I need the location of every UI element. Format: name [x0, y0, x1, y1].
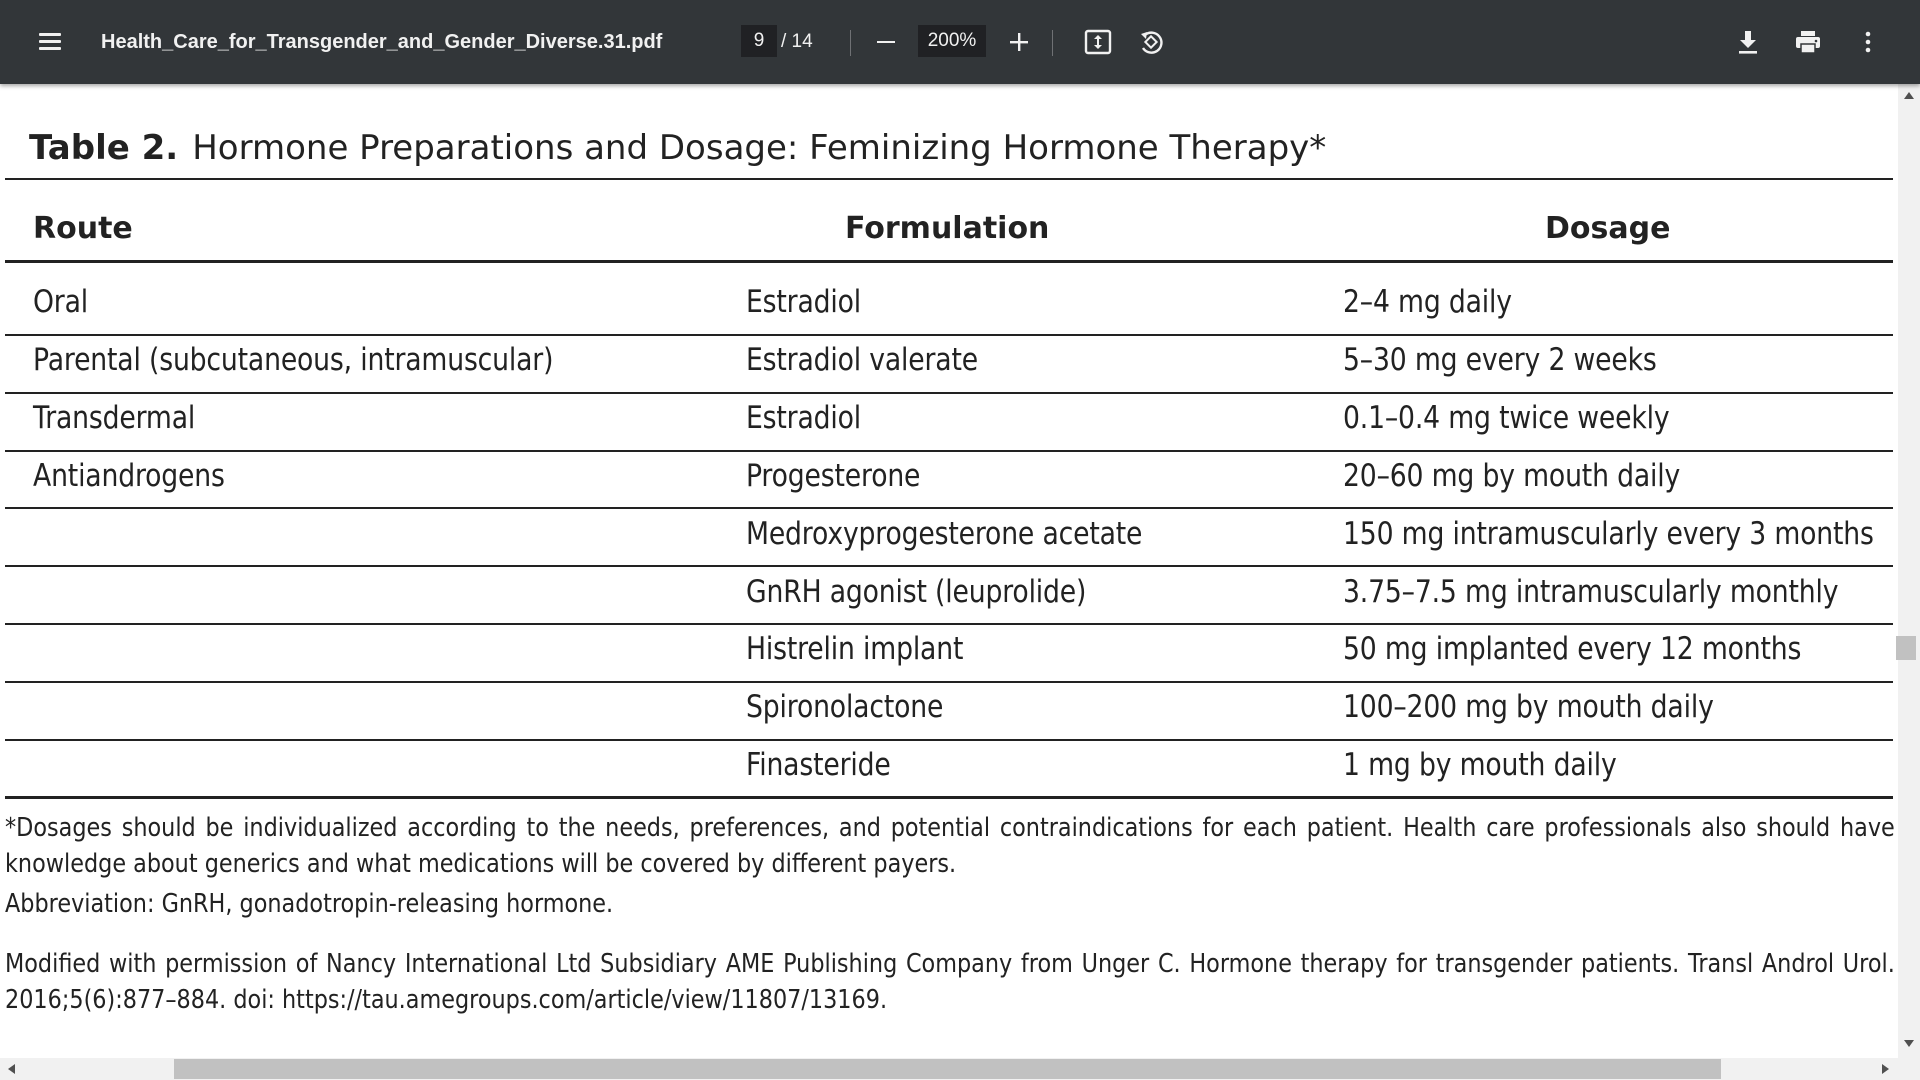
download-button[interactable] — [1728, 22, 1768, 62]
cell-formulation: Medroxyprogesterone acetate — [746, 516, 1143, 552]
scroll-left-icon[interactable] — [8, 1064, 15, 1074]
cell-route: Transdermal — [33, 400, 196, 436]
cell-route: Antiandrogens — [33, 458, 225, 494]
row-rule — [5, 623, 1893, 625]
toolbar-divider — [1052, 30, 1053, 56]
cell-route: Parental (subcutaneous, intramuscular) — [33, 342, 554, 378]
document-title: Health_Care_for_Transgender_and_Gender_Diverse.31.pdf — [101, 30, 663, 53]
source-citation: Modified with permission of Nancy International Ltd Subsidiary AME Publishing Company from Unger C. Hormone therapy for transgender patients. Transl Androl Urol. 2016;5(6):877–884. doi: https://tau.amegroups.com/article/view/11807/13169. — [5, 949, 1895, 1015]
scroll-right-icon[interactable] — [1882, 1064, 1889, 1074]
fit-to-page-icon — [1084, 29, 1112, 55]
rotate-counterclockwise-icon — [1137, 28, 1165, 56]
table-label: Table 2. — [29, 128, 179, 168]
cell-formulation: Estradiol — [746, 284, 861, 320]
row-rule — [5, 739, 1893, 741]
cell-dosage: 150 mg intramuscularly every 3 months — [1343, 516, 1874, 552]
table-bottom-rule — [5, 796, 1893, 799]
vertical-scroll-thumb[interactable] — [1896, 636, 1916, 660]
cell-dosage: 2–4 mg daily — [1343, 284, 1512, 320]
pdf-page-viewport — [0, 84, 1898, 1058]
cell-formulation: Progesterone — [746, 458, 921, 494]
row-rule — [5, 565, 1893, 567]
cell-formulation: Estradiol — [746, 400, 861, 436]
cell-dosage: 0.1–0.4 mg twice weekly — [1343, 400, 1670, 436]
table-top-rule — [5, 178, 1893, 180]
zoom-level-input[interactable]: 200% — [918, 25, 986, 57]
minus-icon — [877, 41, 895, 43]
row-rule — [5, 392, 1893, 394]
header-dosage: Dosage — [1545, 211, 1671, 246]
download-icon — [1736, 29, 1760, 55]
table-title — [29, 128, 1326, 168]
print-icon — [1794, 29, 1822, 55]
table-title-text: Hormone Preparations and Dosage: Feminizing Hormone Therapy* — [192, 128, 1327, 168]
abbreviation-note: Abbreviation: GnRH, gonadotropin-releasing hormone. — [5, 889, 614, 919]
cell-dosage: 100–200 mg by mouth daily — [1343, 689, 1714, 725]
row-rule — [5, 334, 1893, 336]
cell-dosage: 1 mg by mouth daily — [1343, 747, 1617, 783]
row-rule — [5, 450, 1893, 452]
row-rule — [5, 681, 1893, 683]
cell-formulation: Estradiol valerate — [746, 342, 978, 378]
cell-formulation: Histrelin implant — [746, 631, 964, 667]
fit-to-page-button[interactable] — [1078, 22, 1118, 62]
zoom-in-button[interactable] — [999, 22, 1039, 62]
more-actions-button[interactable] — [1848, 22, 1888, 62]
cell-dosage: 3.75–7.5 mg intramuscularly monthly — [1343, 574, 1839, 610]
print-button[interactable] — [1788, 22, 1828, 62]
scroll-up-icon[interactable] — [1904, 92, 1914, 99]
hamburger-menu-icon[interactable] — [28, 22, 72, 62]
header-formulation: Formulation — [845, 211, 1050, 246]
row-rule — [5, 507, 1893, 509]
cell-dosage: 5–30 mg every 2 weeks — [1343, 342, 1657, 378]
cell-dosage: 50 mg implanted every 12 months — [1343, 631, 1802, 667]
rotate-button[interactable] — [1131, 22, 1171, 62]
toolbar-divider — [850, 30, 851, 56]
cell-dosage: 20–60 mg by mouth daily — [1343, 458, 1681, 494]
cell-formulation: Spironolactone — [746, 689, 944, 725]
table-footnote: *Dosages should be individualized according to the needs, preferences, and potential contraindications for each patient. Health care professionals also should have knowledge about generics and what medications will be covered by different payers. — [5, 813, 1895, 879]
more-vertical-icon — [1864, 30, 1872, 54]
plus-icon — [1009, 32, 1029, 52]
cell-route: Oral — [33, 284, 89, 320]
zoom-out-button[interactable] — [866, 22, 906, 62]
page-number-input[interactable]: 9 — [741, 25, 777, 57]
header-route: Route — [33, 211, 133, 246]
vertical-scrollbar[interactable] — [1898, 84, 1920, 1058]
cell-formulation: GnRH agonist (leuprolide) — [746, 574, 1087, 610]
pdf-toolbar — [0, 0, 1920, 84]
scroll-down-icon[interactable] — [1904, 1040, 1914, 1047]
cell-formulation: Finasteride — [746, 747, 891, 783]
page-total: / 14 — [781, 31, 813, 52]
horizontal-scroll-thumb[interactable] — [174, 1059, 1721, 1079]
header-rule — [5, 260, 1893, 263]
